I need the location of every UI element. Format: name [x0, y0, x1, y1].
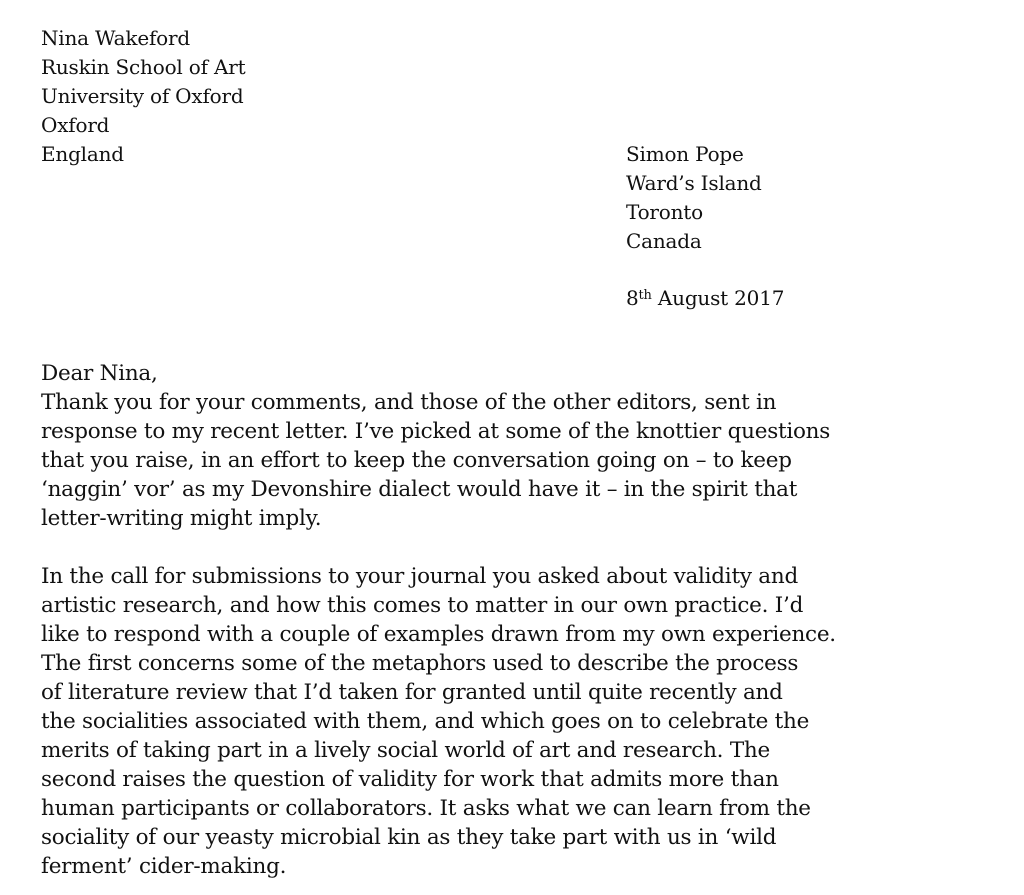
paragraph-1-line: letter-writing might imply. [41, 506, 322, 531]
paragraph-2-line: The first concerns some of the metaphors used to describe the process [41, 651, 799, 676]
paragraph-2-line: of literature review that I’d taken for granted until quite recently and [41, 680, 783, 705]
paragraph-2-line: ferment’ cider-making. [41, 854, 287, 879]
paragraph-1-line: ‘naggin’ vor’ as my Devonshire dialect would have it – in the spirit that [41, 477, 798, 502]
recipient-name: Nina Wakeford [41, 26, 190, 50]
sender-country: Canada [626, 229, 702, 253]
paragraph-1-line: that you raise, in an effort to keep the conversation going on – to keep [41, 448, 792, 473]
recipient-country: England [41, 142, 124, 166]
date-day: 8 [626, 286, 639, 310]
sender-address [626, 140, 762, 256]
paragraph-2-line: sociality of our yeasty microbial kin as they take part with us in ‘wild [41, 825, 777, 850]
paragraph-2 [41, 562, 836, 881]
date-month-year: August 2017 [651, 286, 785, 310]
sender-name: Simon Pope [626, 142, 744, 166]
sender-city: Toronto [626, 200, 703, 224]
paragraph-1-line: Thank you for your comments, and those of the other editors, sent in [41, 390, 777, 415]
paragraph-2-line: human participants or collaborators. It asks what we can learn from the [41, 796, 811, 821]
paragraph-2-line: the socialities associated with them, and which goes on to celebrate the [41, 709, 810, 734]
paragraph-2-line: like to respond with a couple of examples drawn from my own experience. [41, 622, 836, 647]
recipient-school: Ruskin School of Art [41, 55, 246, 79]
paragraph-1-line: response to my recent letter. I’ve picked at some of the knottier questions [41, 419, 831, 444]
recipient-address [41, 24, 245, 169]
date-suffix: th [638, 288, 652, 303]
paragraph-2-line: second raises the question of validity for work that admits more than [41, 767, 779, 792]
recipient-university: University of Oxford [41, 84, 244, 108]
recipient-city: Oxford [41, 113, 110, 137]
paragraph-2-line: merits of taking part in a lively social world of art and research. The [41, 738, 770, 763]
sender-location: Ward’s Island [626, 171, 762, 195]
letter-date [626, 284, 784, 313]
letter-opening [41, 359, 831, 533]
paragraph-2-line: artistic research, and how this comes to matter in our own practice. I’d [41, 593, 804, 618]
paragraph-2-line: In the call for submissions to your journal you asked about validity and [41, 564, 798, 589]
salutation: Dear Nina, [41, 361, 158, 386]
